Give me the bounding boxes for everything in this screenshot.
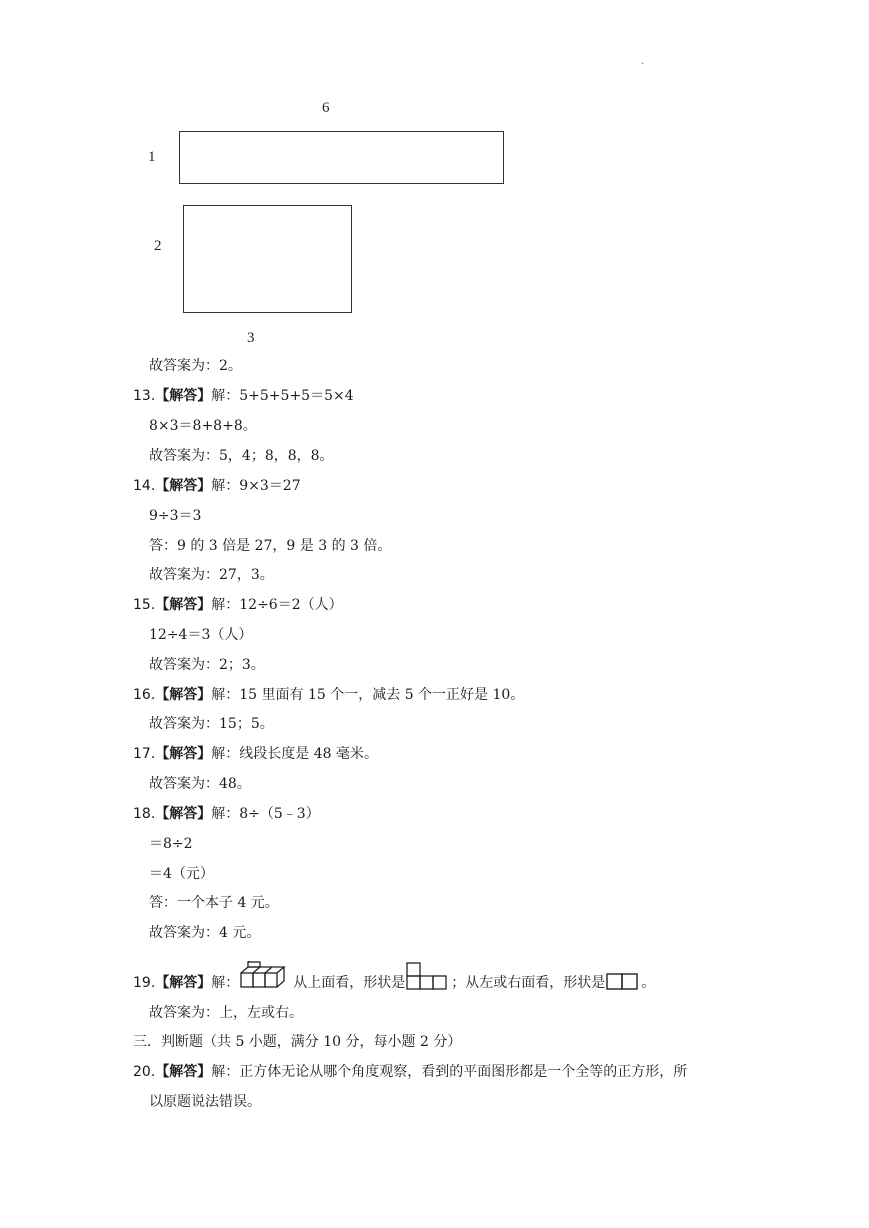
q20-line bbox=[133, 1062, 687, 1082]
rectangle-3x2 bbox=[183, 205, 352, 313]
q16-answer: 故答案为：15；5。 bbox=[149, 716, 274, 732]
q16-text: 解：15 里面有 15 个一，减去 5 个一正好是 10。 bbox=[211, 687, 525, 703]
q19-answer: 故答案为：上，左或右。 bbox=[149, 1005, 303, 1021]
q13-number: 13. bbox=[133, 388, 156, 404]
q17-answer: 故答案为：48。 bbox=[149, 776, 251, 792]
q13-text: 解：5+5+5+5＝5×4 bbox=[211, 388, 354, 404]
top-view-shape bbox=[405, 961, 451, 991]
q20-text: 解：正方体无论从哪个角度观察，看到的平面图形都是一个全等的正方形，所 bbox=[211, 1064, 688, 1080]
q13-line bbox=[133, 386, 354, 406]
q14-line3: 答：9 的 3 倍是 27，9 是 3 的 3 倍。 bbox=[149, 538, 392, 554]
q13-tag: 【解答】 bbox=[155, 388, 212, 404]
q15-answer: 故答案为：2；3。 bbox=[149, 657, 265, 673]
q18-number: 18. bbox=[133, 806, 156, 822]
q16-line bbox=[133, 685, 524, 705]
q18-line3: ＝4（元） bbox=[149, 866, 214, 882]
q19-mid1: 从上面看，形状是 bbox=[293, 975, 406, 991]
label-width-6: 6 bbox=[322, 100, 330, 116]
label-width-3: 3 bbox=[247, 330, 255, 346]
q16-number: 16. bbox=[133, 687, 156, 703]
q19-line bbox=[133, 961, 655, 999]
q14-text: 解：9×3＝27 bbox=[211, 478, 301, 494]
q18-text: 解：8÷（5﹣3） bbox=[211, 806, 320, 822]
q20-tag: 【解答】 bbox=[155, 1064, 212, 1080]
label-height-2: 2 bbox=[154, 238, 162, 254]
q18-answer: 故答案为：4 元。 bbox=[149, 925, 261, 941]
q14-line bbox=[133, 476, 301, 496]
cubes-solid-figure bbox=[239, 961, 293, 991]
q15-number: 15. bbox=[133, 597, 156, 613]
q19-mid2: ；从左或右面看，形状是 bbox=[451, 975, 606, 991]
q15-text: 解：12÷6＝2（人） bbox=[211, 597, 343, 613]
q18-line bbox=[133, 804, 320, 824]
q14-line2: 9÷3＝3 bbox=[149, 508, 202, 524]
q19-number: 19. bbox=[133, 975, 156, 991]
q15-line bbox=[133, 595, 343, 615]
q17-number: 17. bbox=[133, 746, 156, 762]
q12-answer: 故答案为：2。 bbox=[149, 358, 242, 374]
rectangle-6x1 bbox=[179, 131, 504, 184]
q17-tag: 【解答】 bbox=[155, 746, 212, 762]
q14-tag: 【解答】 bbox=[155, 478, 212, 494]
q14-answer: 故答案为：27，3。 bbox=[149, 567, 274, 583]
q20-number: 20. bbox=[133, 1064, 156, 1080]
q20-line2: 以原题说法错误。 bbox=[149, 1094, 261, 1110]
q19-tag: 【解答】 bbox=[155, 975, 212, 991]
q16-tag: 【解答】 bbox=[155, 687, 212, 703]
q19-end: 。 bbox=[641, 975, 656, 991]
q18-line2: ＝8÷2 bbox=[149, 836, 193, 852]
section-3-heading: 三．判断题（共 5 小题，满分 10 分，每小题 2 分） bbox=[133, 1034, 462, 1050]
label-height-1: 1 bbox=[148, 149, 156, 165]
q15-line2: 12÷4＝3（人） bbox=[149, 627, 253, 643]
q13-line2: 8×3＝8+8+8。 bbox=[149, 418, 257, 434]
q14-number: 14. bbox=[133, 478, 156, 494]
side-view-shape bbox=[605, 971, 641, 991]
q17-text: 解：线段长度是 48 毫米。 bbox=[211, 746, 378, 762]
q18-line4: 答：一个本子 4 元。 bbox=[149, 895, 279, 911]
q19-pre: 解： bbox=[211, 975, 240, 991]
header-mark: . bbox=[641, 56, 645, 67]
q15-tag: 【解答】 bbox=[155, 597, 212, 613]
q18-tag: 【解答】 bbox=[155, 806, 212, 822]
q17-line bbox=[133, 744, 378, 764]
q13-answer: 故答案为：5，4；8，8，8。 bbox=[149, 448, 334, 464]
